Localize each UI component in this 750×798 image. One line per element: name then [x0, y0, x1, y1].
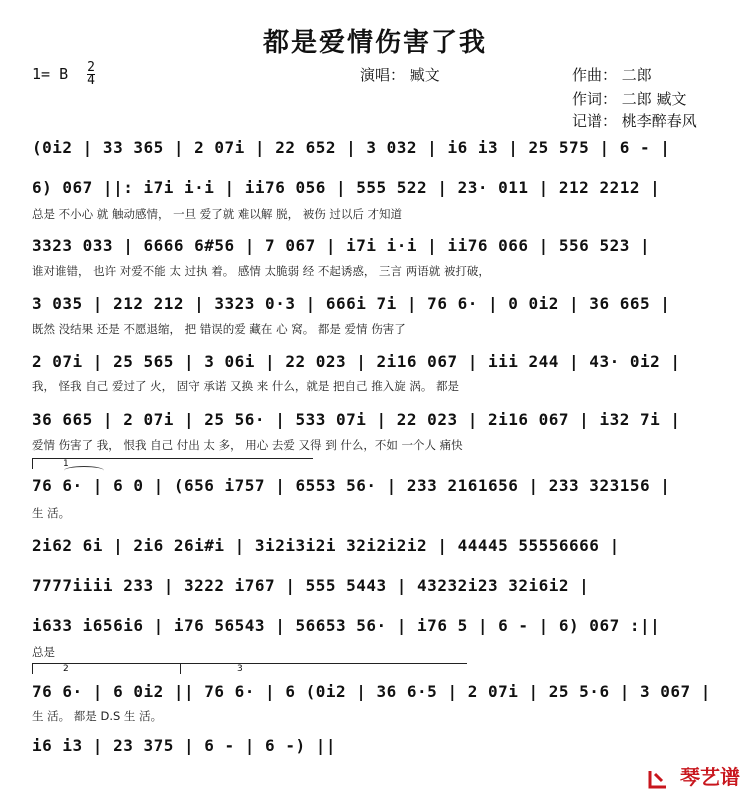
- time-signature-bottom: 4: [87, 73, 95, 88]
- logo-text: 琴艺谱: [680, 765, 740, 789]
- lyric-row-11: 生 活。 都是 D.S 生 活。: [32, 709, 163, 723]
- notation-row-11: 76 6· | 6 0i2 || 76 6· | 6 (0i2 | 36 6·5 | 2 07i | 25 5·6 | 3 067 |: [32, 682, 711, 701]
- singer-credit: 演唱： 臧文: [360, 66, 440, 84]
- notation-row-10: i633 i656i6 | i76 56543 | 56653 56· | i76 5 | 6 - | 6) 067 :||: [32, 616, 661, 635]
- notation-row-7: 76 6· | 6 0 | (656 i757 | 6553 56· | 233 2161656 | 233 323156 |: [32, 476, 671, 495]
- time-signature-top: 2: [87, 60, 95, 75]
- notation-row-1: (0i2 | 33 365 | 2 07i | 22 652 | 3 032 | i6 i3 | 25 575 | 6 - |: [32, 138, 671, 157]
- composer-credit: 作曲： 二郎: [572, 66, 652, 84]
- key-label: 1= B: [32, 65, 69, 83]
- transcriber-credit: 记谱： 桃李醉春风: [572, 112, 697, 130]
- notation-row-12: i6 i3 | 23 375 | 6 - | 6 -) ||: [32, 736, 336, 755]
- key-signature: [32, 62, 95, 87]
- time-signature: [87, 62, 95, 87]
- site-logo: [647, 761, 740, 790]
- lyric-row-6: 爱情 伤害了 我， 恨我 自己 付出 太 多， 用心 去爱 又得 到 什么，不如 一个人 痛快: [32, 438, 463, 452]
- volta-bracket-1: 1: [32, 458, 313, 469]
- notation-row-2: 6) 067 ||: i7i i·i | ii76 056 | 555 522 | 23· 011 | 212 2212 |: [32, 178, 661, 197]
- lyric-row-5: 我， 怪我 自己 爱过了 火， 固守 承诺 又换 来 什么，就是 把自己 推入旋 涡。 都是: [32, 379, 460, 393]
- notation-row-9: 7777iiii 233 | 3222 i767 | 555 5443 | 43232i23 32i6i2 |: [32, 576, 590, 595]
- lyric-row-4: 既然 没结果 还是 不愿退缩， 把 错误的爱 藏在 心 窝。 都是 爱情 伤害了: [32, 322, 406, 336]
- volta-bracket-3: 3: [180, 663, 467, 674]
- slur-mark: [64, 466, 104, 475]
- logo-icon: [647, 768, 669, 790]
- lyric-row-3: 谁对谁错， 也许 对爱不能 太 过执 着。 感情 太脆弱 经 不起诱惑， 三言 两语就 被打破，: [32, 264, 490, 278]
- lyric-row-7: 生 活。: [32, 506, 71, 520]
- lyric-row-2: 总是 不小心 就 触动感情， 一旦 爱了就 难以解 脱， 被伤 过以后 才知道: [32, 207, 403, 221]
- lyric-row-10: 总是: [32, 645, 55, 659]
- notation-row-8: 2i62 6i | 2i6 26i#i | 3i2i3i2i 32i2i2i2 | 44445 55556666 |: [32, 536, 620, 555]
- notation-row-4: 3 035 | 212 212 | 3323 0·3 | 666i 7i | 76 6· | 0 0i2 | 36 665 |: [32, 294, 671, 313]
- notation-row-3: 3323 033 | 6666 6#56 | 7 067 | i7i i·i | ii76 066 | 556 523 |: [32, 236, 651, 255]
- lyricist-credit: 作词： 二郎 臧文: [572, 90, 687, 108]
- volta-bracket-2: 2: [32, 663, 203, 674]
- notation-row-6: 36 665 | 2 07i | 25 56· | 533 07i | 22 023 | 2i16 067 | i32 7i |: [32, 410, 681, 429]
- notation-row-5: 2 07i | 25 565 | 3 06i | 22 023 | 2i16 067 | iii 244 | 43· 0i2 |: [32, 352, 681, 371]
- song-title: 都是爱情伤害了我: [262, 28, 487, 58]
